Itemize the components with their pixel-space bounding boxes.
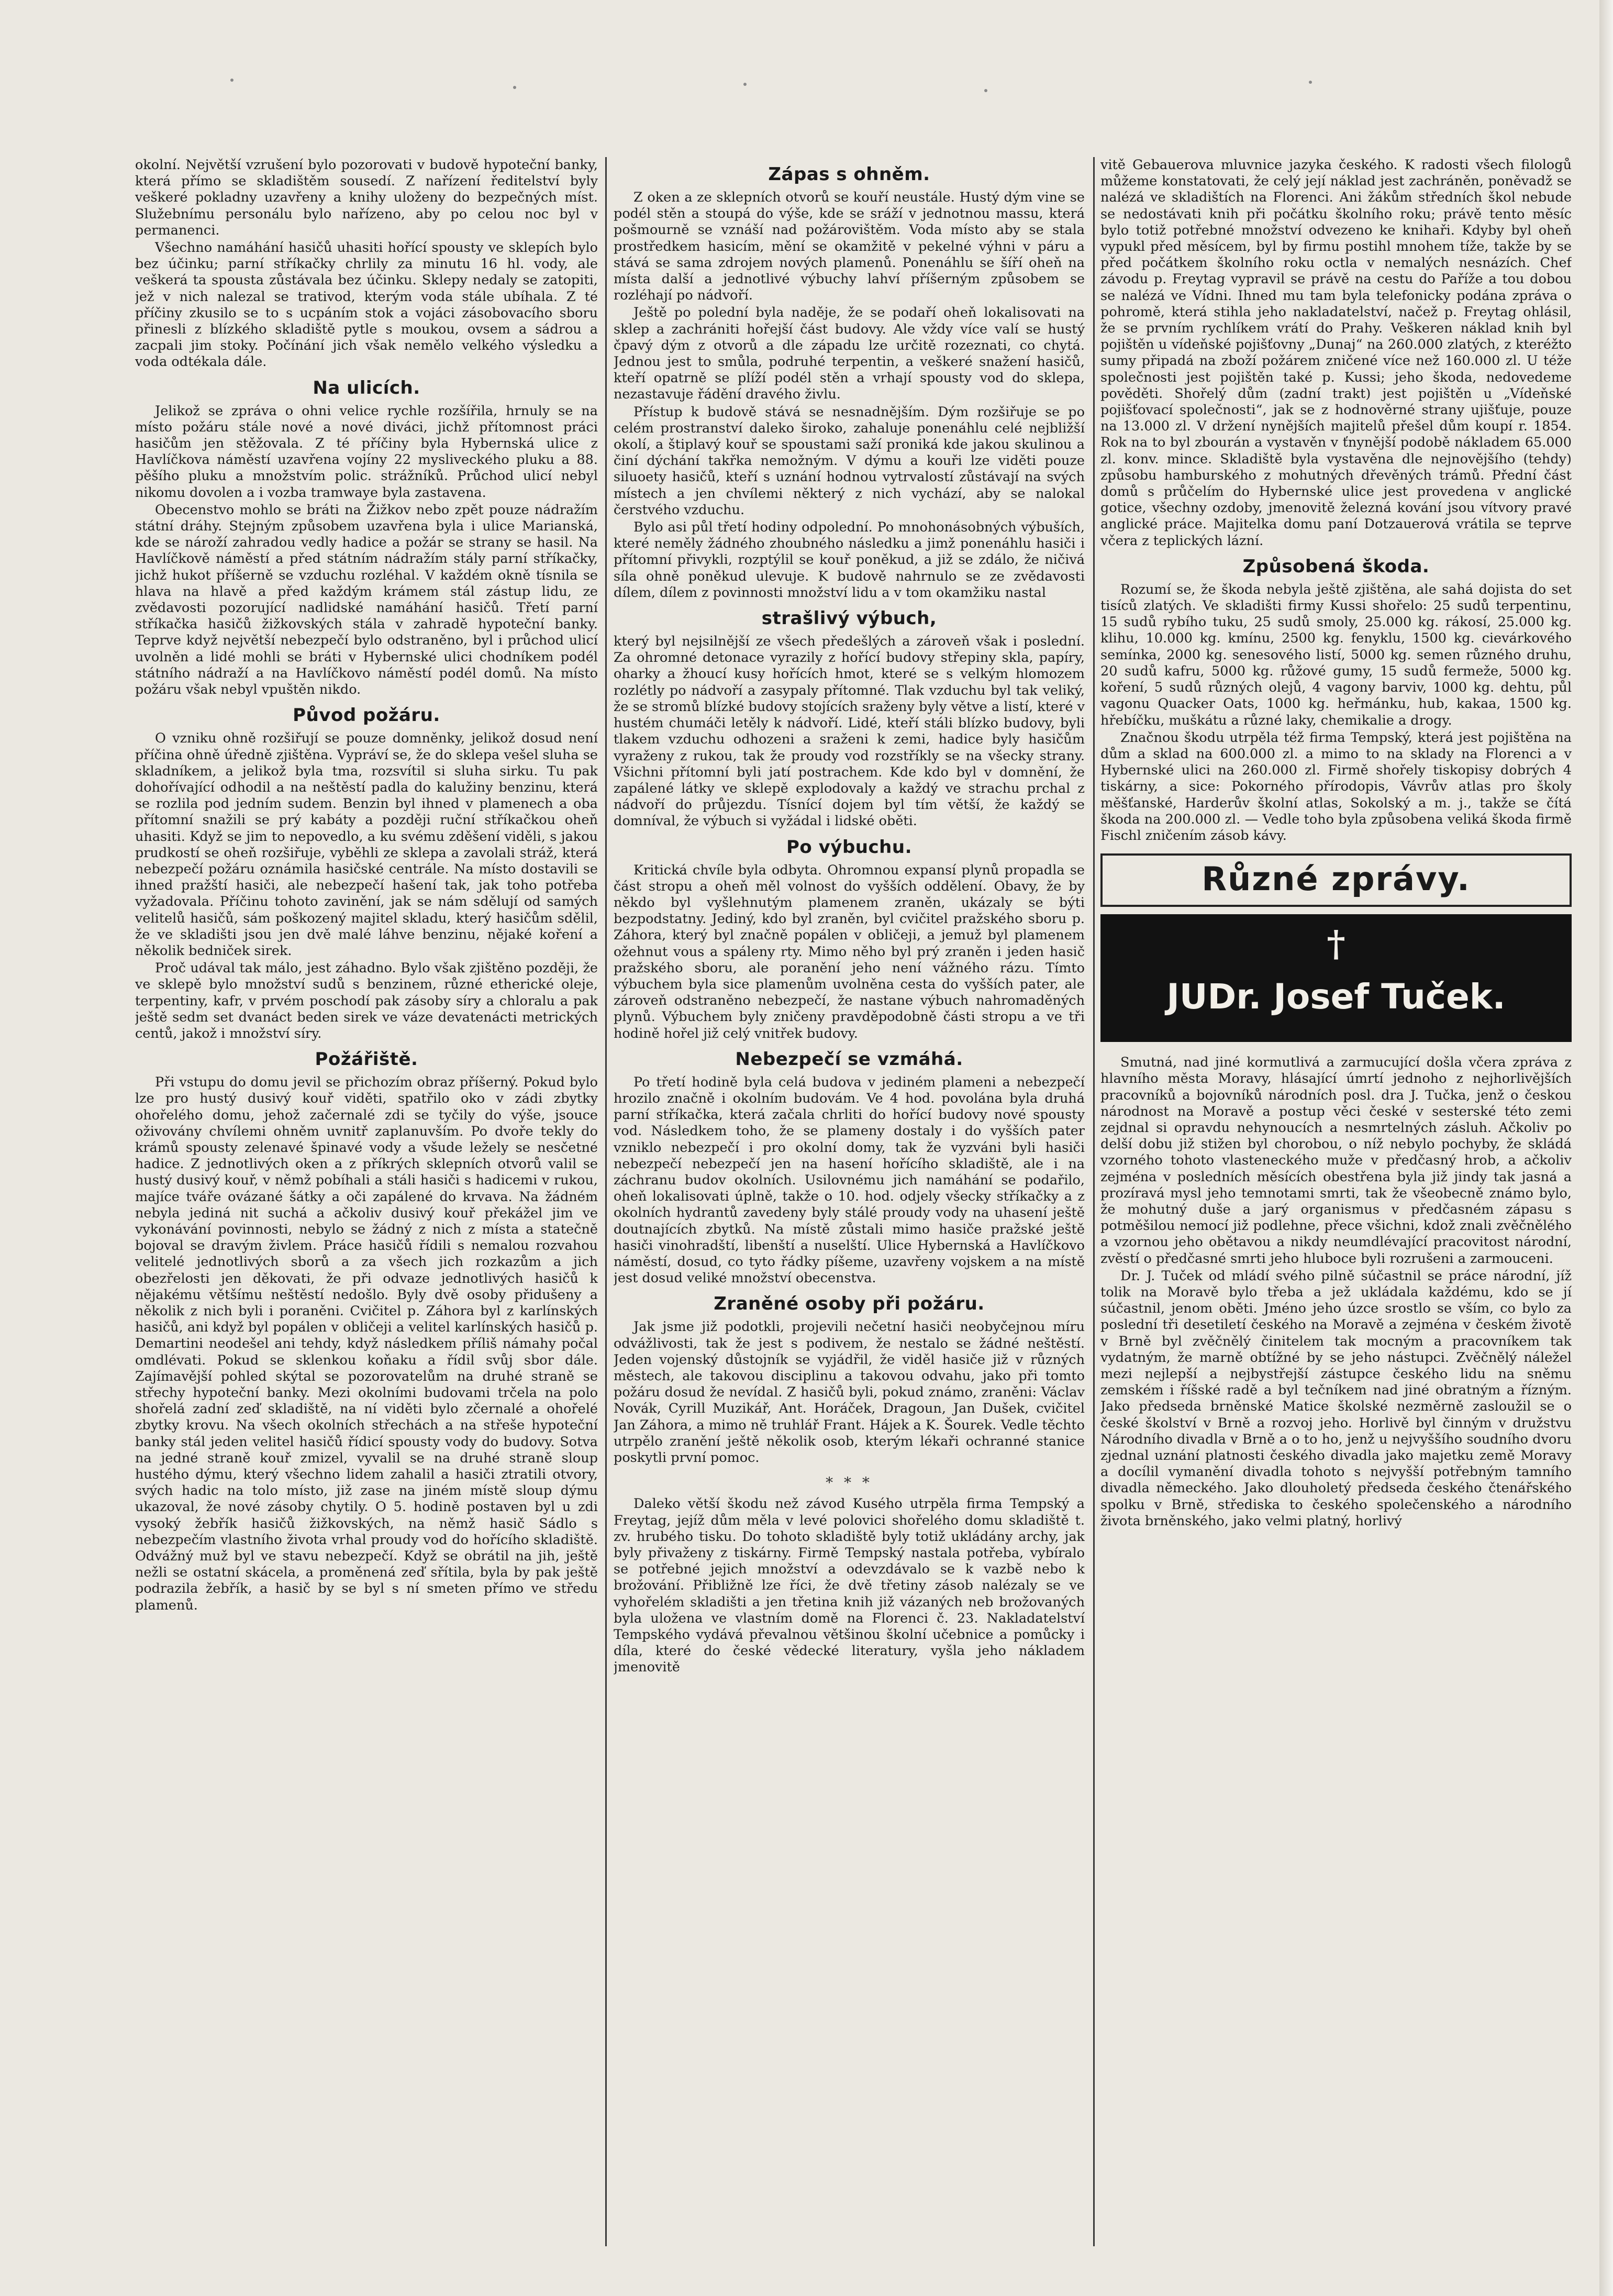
section-heading: Původ požáru. (293, 705, 440, 726)
obituary-name: JUDr. Josef Tuček. (1166, 977, 1506, 1017)
paragraph: Značnou škodu utrpěla též firma Tempský, která jest pojištěna na dům a sklad na 600.000 zl. a mimo to na sklady na Florenci a v Hybernské ulici na 260.000 zl. Firmě shořely tiskopisy dobrých 4 tiskárny, a sice: Pokorného přírodopis, Vávrův atlas pro školy měšťanské, Harderův školní atlas, Sokolský a m. j., takže se čítá škoda na 200.000 zl. — Vedle toho byla způsobena veliká škoda firmě Fischl zničením zásob kávy. (1100, 729, 1572, 844)
column-3 (1100, 157, 1572, 2246)
paragraph: Kritická chvíle byla odbyta. Ohromnou expansí plynů propadla se část stropu a oheň měl volnost do vyšších oddělení. Obavy, že by někdo byl vyšlehnutým plamenem zraněn, ukázaly se býti bezpodstatny. Jediný, kdo byl zraněn, byl cvičitel pražského sboru p. Záhora, který byl značně popálen v obličeji, a jemuž byl plamenem ožehnut vous a spáleny rty. Mimo něho byl prý zraněn i jeden hasič pražského sboru, ale poranění jeho není vážného rázu. Tímto výbuchem byla sice plamenům uvolněna cesta do vyšších pater, ale zároveň odstraněno nebezpečí, že nastane výbuch nahromaděných plynů. Výbuchem byly zničeny pravděpodobně části stropu a ve tři hodině hořel již celý vnitřek budovy. (614, 862, 1085, 1041)
paragraph: Daleko větší škodu než závod Kusého utrpěla firma Tempský a Freytag, jejíž dům měla v levé polovici shořelého domu skladiště t. zv. hrubého tisku. Do tohoto skladiště byly totiž ukládány archy, jak byly přivaženy z tiskárny. Firmě Tempský nastala potřeba, vybíralo se potřebné jejich množství a odevzdávalo se k vazbě nebo k brožování. Přibližně lze říci, že dvě třetiny zásob nalézaly se ve vyhořelém skladišti a jen třetina knih již vázaných neb brožovaných byla uložena ve vlastním domě na Florenci č. 23. Nakladatelství Tempského vydává převalnou většinou školní učebnice a pomůcky i díla, které do české vědecké literatury, vyšla jeho nákladem jmenovitě (614, 1496, 1085, 1676)
column-1 (135, 157, 598, 2246)
column-rule-left (605, 157, 607, 2246)
print-specks (136, 79, 1550, 99)
paragraph: Rozumí se, že škoda nebyla ještě zjištěna, ale sahá dojista do set tisíců zlatých. Ve skladišti firmy Kussi shořelo: 25 sudů terpentinu, 15 sudů rybího tuku, 25 sudů smoly, 25.000 kg. rákosí, 25.000 kg. klihu, 10.000 kg. kmínu, 2500 kg. fenyklu, 1500 kg. cievárkového semínka, 2000 kg. senesového listí, 5000 kg. semen různého druhu, 20 sudů kafru, 5000 kg. růžové gumy, 15 sudů fermeže, 5000 kg. koření, 5 sudů různých olejů, 4 vagony barviv, 1000 kg. dehtu, půl vagonu Quacker Oats, 1000 kg. heřmánku, hub, kakaa, 1500 kg. hřebíčku, muškátu a různé laky, chemikalie a drogy. (1100, 581, 1572, 728)
section-heading: Nebezpečí se vzmáhá. (735, 1048, 963, 1070)
section-heading: Po výbuchu. (786, 836, 912, 858)
paragraph: Dr. J. Tuček od mládí svého pilně súčastnil se práce národní, jíž tolik na Moravě bylo třeba a jež ukládala každému, kdo se jí súčastnil, jenom oběti. Jméno jeho úzce srostlo se vším, co bylo za poslední tři desetiletí českého na Moravě a zejména v českém životě v Brně byl zvěčnělý činitelem tak mocným a pracovníkem tak vydatným, že marně obtížné by se jeho nástupci. Zvěčnělý náležel mezi nejlepší a nejbystřejší zástupce českého lidu na sněmu zemském i říšské radě a byl tečníkem nad jiné obratným a řízným. Jako předseda brněnské Matice školské nezměrně zasloužil se o české školství v Brně a rozvoj jeho. Horlivě byl činným v družstvu Národního divadla v Brně a o to ho, jenž u nejvyššího soudního dvoru zjednal uznání platnosti českého divadla jako majetku země Moravy a docílil vymanění divadla tohoto s nejvyšší potřebným tamního divadla německého. Jako dlouholetý předseda českého čtenářského spolku v Brně, střediska to českého společenského a národního života brněnského, jako velmi platný, horlivý (1100, 1268, 1572, 1529)
paragraph: Přístup k budově stává se nesnadnějším. Dým rozšiřuje se po celém prostranství daleko široko, zahaluje ponenáhlu celé nejbližší okolí, a štiplavý kouř se spoustami saží proniká kde jakou skulinou a činí dýchání takřka nemožným. V dýmu a kouři lze viděti pouze siluoety hasičů, kteří s uznání hodnou vytrvalostí zůstávají na svých místech a jen chvílemi některý z nich vychází, aby se nalokal čerstvého vzduchu. (614, 404, 1085, 518)
paragraph: Obecenstvo mohlo se bráti na Žižkov nebo zpět pouze nádražím státní dráhy. Stejným způsobem uzavřena byla i ulice Marianská, kde se nároží zahradou vedly hadice a požár se strany se hasil. Na Havlíčkově náměstí a před státním nádražím stály parní stříkačky, jichž hukot příšerně se vzduchu rozléhal. V každém okně tísnila se hlava na hlavě a před každým krámem stál zástup lidu, ze zvědavosti pozorující nadlidské namáhání hasičů. Třetí parní stříkačka hasičů žižkovských stála v zahradě hypoteční banky. Teprve když největší nebezpečí bylo odstraněno, byl i průchod ulicí uvolněn a lidé mohli se bráti v Hybernské ulici chodníkem podél státního nádraží a na Havlíčkovo náměstí podél domů. Na místo požáru však nebyl vpuštěn nikdo. (135, 502, 598, 698)
obituary-box (1100, 914, 1572, 1042)
paragraph: okolní. Největší vzrušení bylo pozorovati v budově hypoteční banky, která přímo se skladištěm sousedí. Z nařízení ředitelství byly veškeré pokladny uzavřeny a knihy uloženy do bezpečných míst. Služebnímu personálu bylo nařízeno, aby po celou noc byl v permanenci. (135, 157, 598, 238)
section-heading: Požářiště. (315, 1049, 418, 1070)
paragraph: Jak jsme již podotkli, projevili nečetní hasiči neobyčejnou míru odvážlivosti, tak že jest s podivem, že nestalo se žádné neštěstí. Jeden vojenský důstojník se vyjádřil, že viděl hasiče již v různých městech, ale takovou disciplinu a takovou odvahu, jako při tomto požáru dosud že nevídal. Z hasičů byli, pokud známo, zraněni: Václav Novák, Cyrill Muzikář, Ant. Horáček, Dragoun, Jan Dušek, cvičitel Jan Záhora, a mimo ně truhlář Frant. Hájek a K. Šourek. Vedle těchto utrpělo zranění ještě několik osob, kterým lékaři ochranné stanice poskytli první pomoc. (614, 1319, 1085, 1466)
paragraph: Smutná, nad jiné kormutlivá a zarmucující došla včera zpráva z hlavního města Moravy, hlásající úmrtí jednoho z nejhorlivějších pracovníků a bojovníků národních posl. dra J. Tučka, jenž o českou národnost na Moravě a postup věci české v sesterské této zemi zejdnal si opravdu nehynoucích a nesmrtelných zásluh. Ačkoliv po delší dobu již stižen byl chorobou, o níž nebylo pochyby, že skládá vzorného tohoto vlasteneckého muže v předčasný hrob, a ačkoliv zejména v posledních měsících obestřena byla již jindy tak jasná a prozíravá mysl jeho temnotami smrti, tak že všeobecně známo bylo, že mohutný duše a jarý organismus v předčasném zápasu s potměšilou nemocí již podlehne, přece všichni, kdož znali zvěčnělého a vzornou jeho obětavou a nikdy neumdlévající pracovitost národní, zvěstí o předčasné smrti jeho hluboce byli rozrušeni a zarmouceni. (1100, 1055, 1572, 1267)
section-heading: strašlivý výbuch, (761, 608, 937, 629)
paragraph: Po třetí hodině byla celá budova v jediném plameni a nebezpečí hrozilo značně i okolním budovám. Ve 4 hod. povolána byla druhá parní stříkačka, která začala chrliti do hořící budovy nové spousty vod. Následkem toho, že se plameny dostaly i do vyšších pater vzniklo nebezpečí i pro okolní domy, tak že vyzváni byli hasiči nebezpečí nebezpečí jen na hasení hořícího skladiště, ale i na záchranu budov okolních. Usilovnému jich namáhání se podařilo, oheň lokalisovati úplně, takže o 10. hod. odjely všecky stříkačky a z okolních hydrantů zavedeny byly stálé proudy vody na uhasení ještě doutnajících zbytků. Na místě zůstali mimo hasiče pražské ještě hasiči vinohradští, libenští a nuselští. Ulice Hybernská a Havlíčkovo náměstí, dosud, co tyto řádky píšeme, uzavřeny vojskem a na místě jest dosud veliké množství obecenstva. (614, 1074, 1085, 1286)
column-rule-right (1093, 157, 1095, 2246)
section-heading: Na ulicích. (313, 377, 420, 398)
paragraph: Jelikož se zpráva o ohni velice rychle rozšířila, hrnuly se na místo požáru stále nové a nové diváci, jichž přítomnost práci hasičům jen stěžovala. Z té příčiny byla Hybernská ulice z Havlíčkova náměstí uzavřena vojíny 22 mysliveckého pluku a 88. pěšího pluku a množstvím polic. strážníků. Průchod ulicí nebyl nikomu dovolen a i vozba tramwaye byla zastavena. (135, 403, 598, 501)
paragraph: Ještě po polední byla naděje, že se podaří oheň lokalisovati na sklep a zachrániti hořejší část budovy. Ale vždy více valí se hustý čpavý dým z otvorů a dle západu lze určitě rozeznati, co chytá. Jednou jest to smůla, podruhé terpentin, a veškeré snažení hasičů, kteří opatrně se plíží podél stěn a vrhají spousty vod do sklepa, nezastavuje řádění dravého živlu. (614, 305, 1085, 403)
paragraph: Z oken a ze sklepních otvorů se kouří neustále. Hustý dým vine se podél stěn a stoupá do výše, kde se sráží v jednotnou massu, která pošmourně se vznáší nad požárovištěm. Voda místo aby se stala prostředkem hasicím, mění se okamžitě v pekelné výhni v páru a stává se sama zdrojem nových plamenů. Ponenáhlu se šíří oheň na místa další a jednotlivé výbuchy lahví příšerným způsobem se rozléhají po nádvoří. (614, 190, 1085, 304)
paragraph: Všechno namáhání hasičů uhasiti hořící spousty ve sklepích bylo bez účinku; parní stříkačky chrlily za minutu 16 hl. vody, ale veškerá ta spousta zůstávala bez účinku. Sklepy nedaly se zatopiti, jež v nich nalezal se trativod, kterým voda stále ubíhala. Z té příčiny zkusilo se to s ucpáním stok a vojáci zásobovacího sboru přinesli z blízkého skladiště pytle s moukou, ovsem a sádrou a zacpali jim stoky. Počínání jich však nemělo velkého výsledku a voda odtékala dále. (135, 240, 598, 370)
section-heading: Zraněné osoby při požáru. (714, 1293, 985, 1315)
paragraph: O vzniku ohně rozšiřují se pouze domněnky, jelikož dosud není příčina ohně úředně zjištěna. Vypráví se, že do sklepa vešel sluha se skladníkem, a jelikož byla tma, rozsvítil si sluha sirku. Tu pak dohořívající odhodil a na neštěstí padla do kalužiny benzinu, která se rozlila pod jedním sudem. Benzin byl ihned v plamenech a oba přítomní snažili se prý kabáty a později ruční stříkačkou oheň uhasiti. Když se jim to nepovedlo, a ku svému zděšení viděli, s jakou prudkostí se oheň rozšiřuje, vyběhli ze sklepa a zavolali stráž, která nebezpečí požáru oznámila hasičské centrále. Na místo dostavili se ihned pražští hasiči, ale nebezpečí hašení tak, jak toho potřeba vyžadovala. Příčinu tohoto zavinění, jak se nám sdělují od samých velitelů hasičů, sám poškozený majitel skladu, který hasičům sdělil, že ve skladišti jsou jen dvě malé láhve benzinu, nějaké koření a několik bedniček sirek. (135, 730, 598, 959)
paragraph: který byl nejsilnější ze všech předešlých a zároveň však i poslední. Za ohromné detonace vyrazily z hořící budovy střepiny skla, papíry, oharky a žhoucí kusy hořících hmot, které se s velkým hlomozem rozlétly po nádvoří a zasypaly přítomné. Tlak vzduchu byl tak veliký, že se stromů blízké budovy stojících sraženy byly větve a listí, které v hustém chumáči letěly k nádvoří. Lidé, kteří stáli blízko budovy, byli tlakem vzduchu odhozeni a sraženi k zemi, hadice byly hasičům vyraženy z rukou, tak že proudy vod rozstříkly se na všecky strany. Všichni přítomní byli jatí postrachem. Kde kdo byl v domnění, že zapálené látky ve sklepě explodovaly a každý ve strachu prchal z nádvoří do průjezdu. Tísnící dojem byl tím větší, že každý se domníval, že výbuch si vyžádal i lidské oběti. (614, 634, 1085, 829)
cross-icon: † (1327, 923, 1345, 966)
news-section-banner: Různé zprávy. (1100, 853, 1572, 907)
section-separator: * * * (826, 1474, 873, 1492)
paragraph: Při vstupu do domu jevil se přichozím obraz příšerný. Pokud bylo lze pro hustý dusivý kouř viděti, spatřilo oko v zádi zbytky ohořelého domu, jehož začernalé zdi se tyčily do výše, jsouce oživovány chvílemi ohněm uvnitř zaplanuvším. Po dvoře tekly do krámů spousty zelenavé špinavé vody a všude ležely se nesčetné hadice. Z jednotlivých oken a z příkrých sklepních otvorů valil se hustý dusivý kouř, v němž pobíhali a stáli hasiči s hadicemi v rukou, majíce tváře ovázané šátky a oči zapálené do krvava. Na žádném nebyla jediná nit suchá a ačkoliv dusivý kouř překážel jim ve vykonávání povinnosti, nebylo se žádný z nich z místa a statečně bojoval se dravým živlem. Práce hasičů řídili s nemalou rozvahou velitelé jednotlivých sborů a za všech jich rozkazům a jich obezřelosti jen děkovati, že při odvaze jednotlivých hasičů k nějakému většímu neštěstí nedošlo. Byly dvě osoby přidušeny a několik z nich byli i poraněni. Cvičitel p. Záhora byl z karlínských hasičů, ani když byl popálen v obličeji a velitel karlínských hasičů p. Demartini neodešel ani tehdy, když následkem příliš námahy počal omdlévati. Pokud se sklenkou koňaku a řídil svůj sbor dále. Zajímavější pohled skýtal se pozorovatelům na druhé straně se střechy hypoteční banky. Mezi okolními budovami trčela na polo shořelá zadní zeď skladiště, na ní viděti bylo zčernalé a ohořelé zbytky krovu. Na všech okolních střechách a na střeše hypoteční banky stál jeden velitel hasičů řídicí spousty vody do budovy. Sotva na jedné straně kouř zmizel, vyvalil se na druhé straně sloup hustého dýmu, který všechno lidem zahalil a hasiči ztratili otvory, svých hadic na tolo místo, již zase na jiném místě sloup dýmu ukazoval, že nové zásoby chytily. O 5. hodině postaven byl u zdi vysoký žebřík hasičů žižkovských, na němž hasič Sádlo s nebezpečím vlastního života vrhal proudy vod do hořícího skladiště. Odvážný muž byl ve stavu nebezpečí. Když se obrátil na jih, ještě nežli se ostatní skácela, a proměnená zeď sřítila, byla by pak ještě podrazila žebřík, a hasič by se byl s ní smeten přímo ve středu plamenů. (135, 1074, 598, 1613)
page-fold-shadow (1599, 0, 1613, 2296)
paragraph: Proč udával tak málo, jest záhadno. Bylo však zjištěno později, že ve sklepě bylo množství sudů s benzinem, různé etherické oleje, terpentiny, kafr, v prvém poschodí pak zásoby síry a chloralu a pak ještě sedm set dvanáct beden sirek ve váze devatenácti metrických centů, jakož i množství síry. (135, 960, 598, 1041)
section-heading: Způsobená škoda. (1242, 556, 1430, 577)
paragraph: Bylo asi půl třetí hodiny odpolední. Po mnohonásobných výbuších, které neměly žádného zhoubného následku a jimž ponenáhlu hasiči i přítomní přivykli, rozptýlil se kouř poněkud, a již se zdálo, že ničivá síla ohně poněkud ulevuje. K budově nahrnulo se ze zvědavosti dílem, dílem z povinnosti množství lidu a v tom okamžiku nastal (614, 519, 1085, 601)
paragraph: vitě Gebauerova mluvnice jazyka českého. K radosti všech filologů můžeme konstatovati, že celý její náklad jest zachráněn, poněvadž se nalézá ve skladištích na Florenci. Ani žákům středních škol nebude se nedostávati knih při počátku školního roku; právě tento měsíc bylo totiž potřebné množství odvezeno ke knihaři. Kdyby byl oheň vypukl před měsícem, byl by firmu postihl mnohem tíže, takže by se před počátkem školního roku octla v nemalých nesnázích. Chef závodu p. Freytag vypravil se právě na cestu do Paříže a tou dobou se nalézá ve Vídni. Ihned mu tam byla telefonicky podána zpráva o pohromě, která stihla jeho nakladatelství, načež p. Freytag ohlásil, že se prvním rychlíkem vrátí do Prahy. Veškeren náklad knih byl pojištěn u vídeňské pojišťovny „Dunaj“ na 260.000 zlatých, z kteréžto sumy připadá na zboží požárem zničené více než 160.000 zl. U téže společnosti jest pojištěn také p. Kussi; jeho škoda, nedovedeme pověděti. Shořelý dům (zadní trakt) jest pojištěn u „Vídeňské pojišťovací společnosti“, jak se z hodnověrné strany ujišťuje, pouze na 13.000 zl. V držení nynějších majitelů přešel dům koupí r. 1854. Rok na to byl zbourán a vystavěn v ťnynější podobě nákladem 65.000 zl. konv. mince. Skladiště byla vystavěna dle nejnovějšího (tehdy) způsobu hamburského z mohutných dřevěných trámů. Přední část domů s průčelím do Hybernské ulice jest provedena v anglické gotice, všechny ozdoby, jmenovitě železná kování jsou vítvory pravé anglické práce. Majitelka domu paní Dotzauerová vrátila se teprve včera z teplických lázní. (1100, 157, 1572, 549)
section-heading: Zápas s ohněm. (768, 164, 930, 185)
column-2 (614, 157, 1085, 2246)
